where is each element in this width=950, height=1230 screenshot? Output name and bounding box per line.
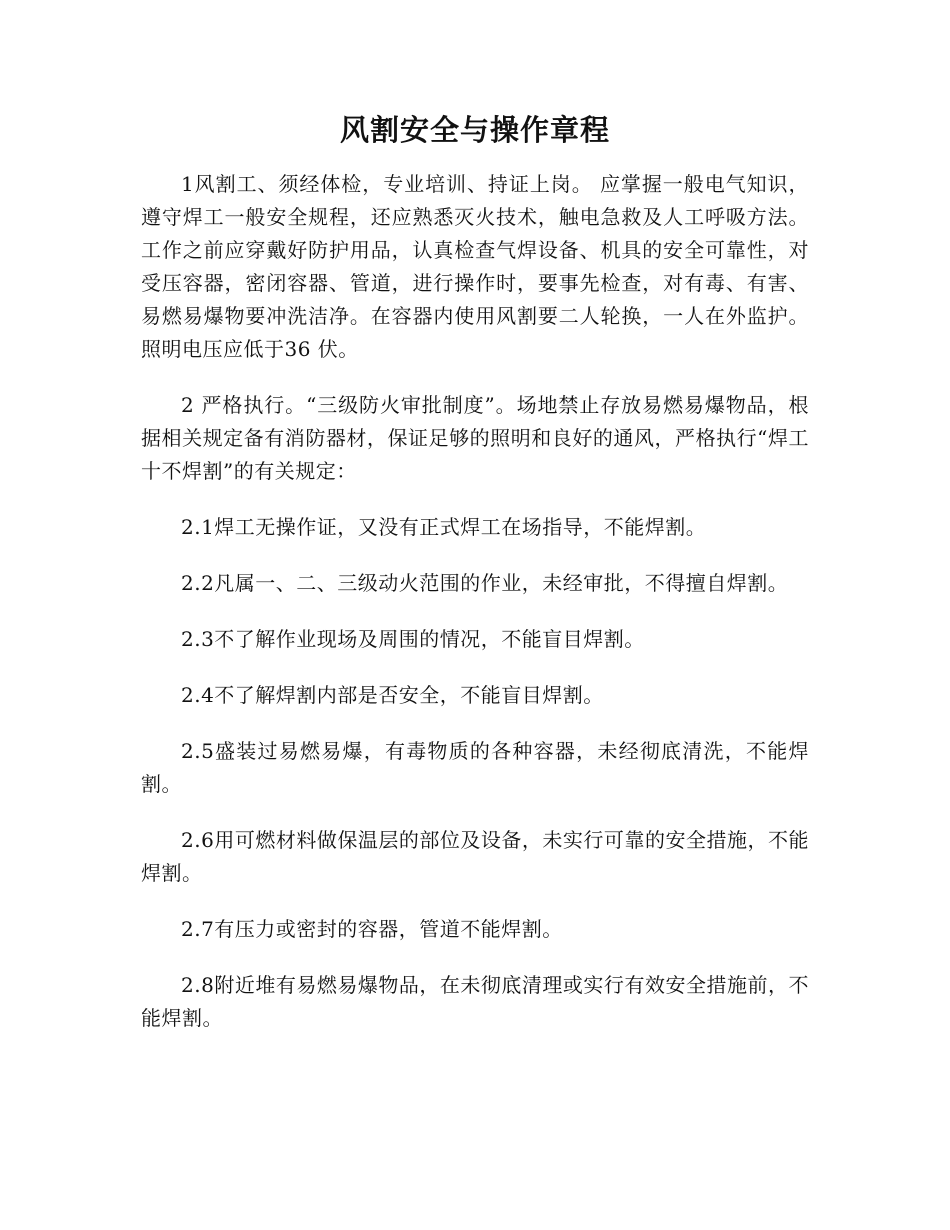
document-body — [141, 168, 809, 1058]
paragraph-2-1: 2.1焊工无操作证，又没有正式焊工在场指导，不能焊割。 — [181, 515, 707, 539]
paragraph-2-4: 2.4不了解焊割内部是否安全，不能盲目焊割。 — [181, 683, 604, 707]
paragraph-2-5: 2.5盛装过易燃易爆，有毒物质的各种容器，未经彻底清洗，不能焊割。 — [141, 739, 809, 796]
paragraph-2: 2 严格执行。“三级防火审批制度”。场地禁止存放易燃易爆物品，根据相关规定备有消防器材，保证足够的照明和良好的通风，严格执行“焊工十不焊割”的有关规定： — [141, 393, 809, 483]
paragraph-2-8: 2.8附近堆有易燃易爆物品，在未彻底清理或实行有效安全措施前，不能焊割。 — [141, 973, 809, 1030]
paragraph-2-6: 2.6用可燃材料做保温层的部位及设备，未实行可靠的安全措施，不能焊割。 — [141, 828, 809, 885]
paragraph-1: 1风割工、须经体检，专业培训、持证上岗。 应掌握一般电气知识，遵守焊工一般安全规程，还应熟悉灭火技术，触电急救及人工呼吸方法。工作之前应穿戴好防护用品，认真检查气焊设备、机具的安全可靠性，对受压容器，密闭容器、管道，进行操作时，要事先检查，对有毒、有害、易燃易爆物要冲洗洁净。在容器内使用风割要二人轮换，一人在外监护。照明电压应低于36 伏。 — [141, 172, 809, 361]
paragraph-2-7: 2.7有压力或密封的容器，管道不能焊割。 — [181, 917, 563, 941]
paragraph-2-2: 2.2凡属一、二、三级动火范围的作业，未经审批，不得擅自焊割。 — [181, 571, 789, 595]
paragraph-2-3: 2.3不了解作业现场及周围的情况，不能盲目焊割。 — [181, 627, 645, 651]
document-title: 风割安全与操作章程 — [339, 113, 610, 147]
